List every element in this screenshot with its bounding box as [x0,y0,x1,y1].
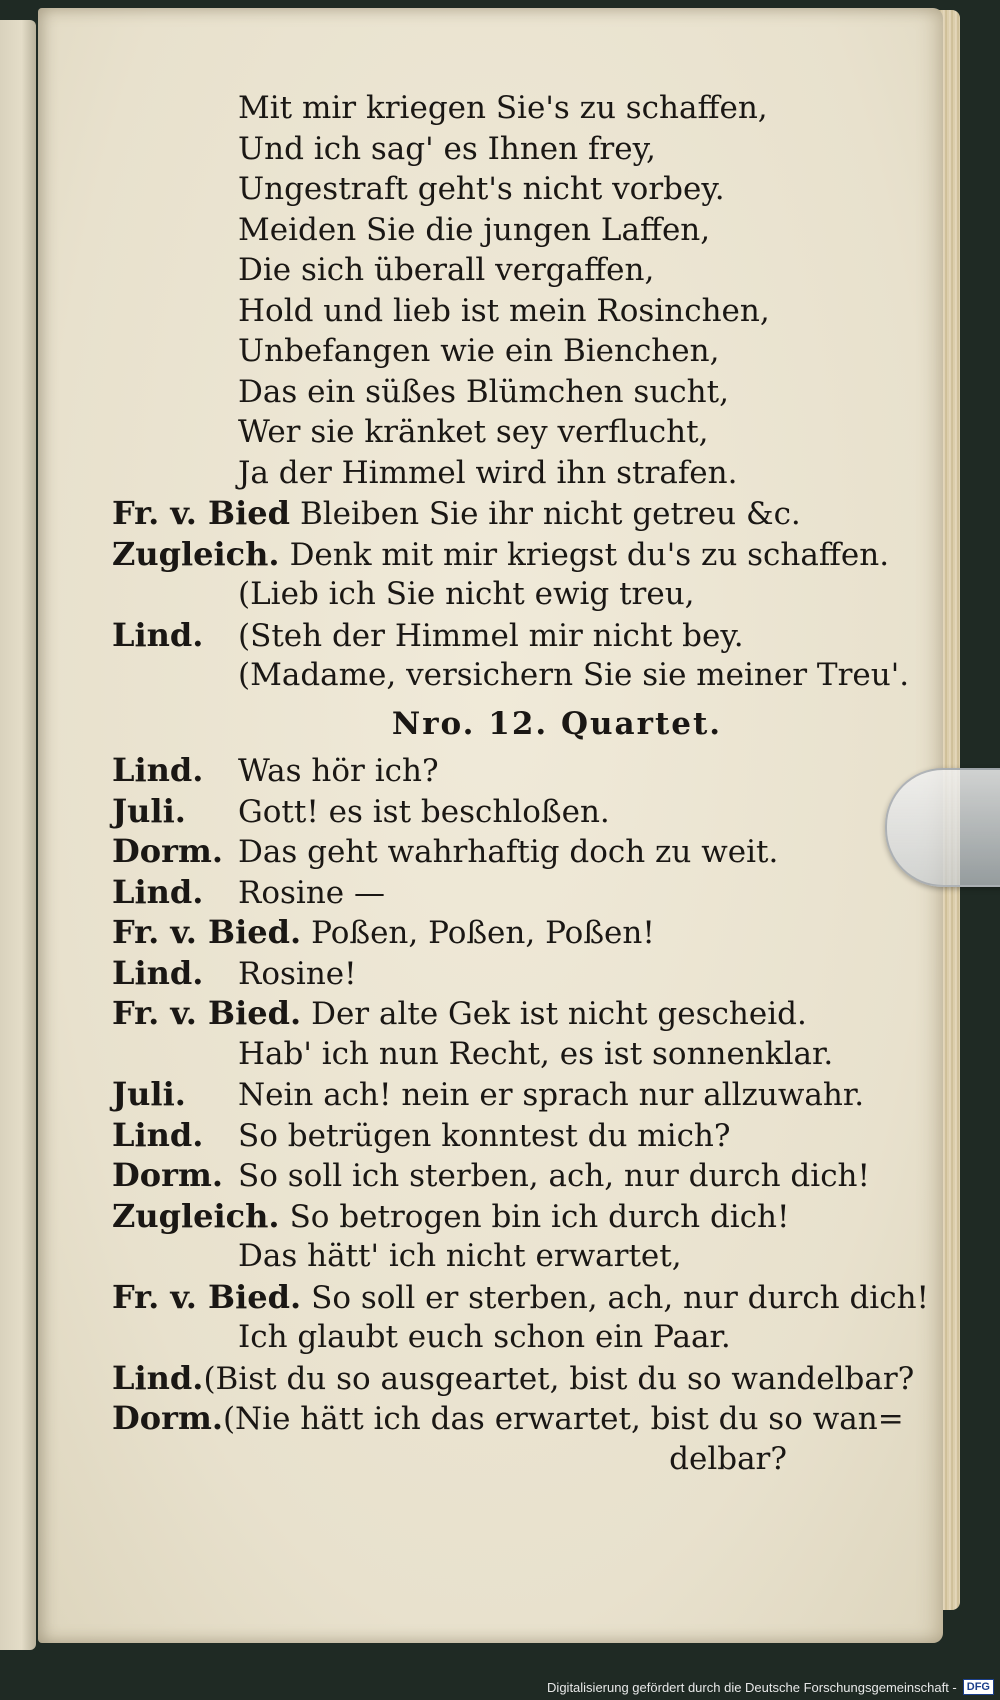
line-text: Ich glaubt euch schon ein Paar. [238,1319,731,1355]
line-text: Und ich sag' es Ihnen frey, [238,130,656,167]
continued-line: delbar? [669,1440,787,1477]
text-line [112,1358,915,1399]
text-line [112,412,882,453]
line-text: (Bist du so ausgeartet, bist du so wandelbar? [203,1360,915,1397]
text-line [112,1196,882,1237]
text-line [112,534,890,575]
text-line [112,655,910,696]
speaker-label: Lind. [112,751,204,789]
line-text: Ja der Himmel wird ihn strafen. [238,454,738,491]
line-text: Denk mit mir kriegst du's zu schaffen. [289,536,890,573]
dfg-logo-icon: DFG [963,1679,994,1695]
speaker-label: Juli. [112,1075,186,1113]
text-line [112,88,882,129]
text-line [112,210,882,251]
footer-text: Digitalisierung gefördert durch die Deutsche Forschungsgemeinschaft - [547,1679,957,1695]
line-text: Poßen, Poßen, Poßen! [311,915,655,951]
text-line [112,993,882,1034]
section-heading: Nro. 12. Quartet. [391,705,723,742]
line-text: So betrügen konntest du mich? [238,1117,731,1154]
text-line [112,953,882,994]
line-text: Ungestraft geht's nicht vorbey. [238,171,725,207]
line-text: (Lieb ich Sie nicht ewig treu, [238,576,695,612]
line-text: (Nie hätt ich das erwartet, bist du so wan= [222,1401,904,1437]
line-text: Rosine! [238,955,357,992]
line-text: (Madame, versichern Sie sie meiner Treu'. [238,657,910,693]
line-text: Nein ach! nein er sprach nur allzuwahr. [238,1077,865,1113]
text-line [112,1277,929,1318]
speaker-label: Dorm. [112,1156,223,1194]
speaker-label: Juli. [112,791,186,830]
speaker-label: Zugleich. [112,1196,280,1235]
speaker-label: Lind. [112,1115,204,1154]
line-text: Das ein süßes Blümchen sucht, [238,373,729,410]
text-line [112,1398,904,1439]
text-line [112,129,882,170]
line-text: Gott! es ist beschloßen. [238,793,610,830]
text-line [112,1236,882,1277]
speaker-label: Lind. [112,615,204,654]
page-clip [885,768,1000,887]
line-text: Das hätt' ich nicht erwartet, [238,1238,682,1274]
speaker-label: Lind. [112,953,204,992]
line-text: Mit mir kriegen Sie's zu schaffen, [238,90,768,126]
text-line [112,169,882,210]
line-text: Unbefangen wie ein Bienchen, [238,333,720,369]
line-text: Bleiben Sie ihr nicht getreu &c. [299,496,801,532]
text-line [112,912,882,953]
text-line [112,331,882,372]
text-line [112,1155,882,1196]
line-text: So soll er sterben, ach, nur durch dich! [311,1279,929,1316]
speaker-label: Fr. v. Bied [112,494,290,532]
text-line [112,615,882,656]
line-text: Wer sie kränket sey verflucht, [238,414,709,450]
speaker-label: Lind. [112,1358,204,1397]
line-text: Was hör ich? [238,753,439,789]
speaker-label: Dorm. [112,832,223,870]
text-line [112,574,882,615]
text-line [112,1034,882,1075]
text-line [112,1317,882,1358]
line-text: Das geht wahrhaftig doch zu weit. [238,834,779,870]
text-line [112,872,882,913]
text-line [112,750,882,791]
line-text: Der alte Gek ist nicht gescheid. [311,996,807,1032]
text-line [112,1074,882,1115]
left-page-edge [0,20,36,1650]
footer [547,1676,994,1698]
speaker-label: Dorm. [112,1399,223,1437]
text-line [112,493,882,534]
speaker-label: Lind. [112,872,204,911]
line-text: Hab' ich nun Recht, es ist sonnenklar. [238,1035,834,1072]
line-text: Die sich überall vergaffen, [238,252,655,288]
speaker-label: Fr. v. Bied. [112,1277,302,1316]
verse-block-1 [112,88,910,696]
line-text: So soll ich sterben, ach, nur durch dich! [238,1158,870,1194]
text-block [112,88,929,1479]
text-line [112,453,882,494]
speaker-label: Fr. v. Bied. [112,994,302,1032]
speaker-label: Zugleich. [112,534,280,573]
text-line [112,372,882,413]
verse-block-2 [112,750,929,1439]
line-text: So betrogen bin ich durch dich! [289,1198,790,1235]
text-line [112,291,882,332]
text-line [112,831,882,872]
text-line [112,1115,882,1156]
line-text: Meiden Sie die jungen Laffen, [238,211,711,248]
text-line [112,791,882,832]
line-text: Rosine — [238,874,385,911]
line-text: Hold und lieb ist mein Rosinchen, [238,292,770,329]
line-text: (Steh der Himmel mir nicht bey. [238,617,744,654]
text-line [112,250,882,291]
speaker-label: Fr. v. Bied. [112,913,302,951]
